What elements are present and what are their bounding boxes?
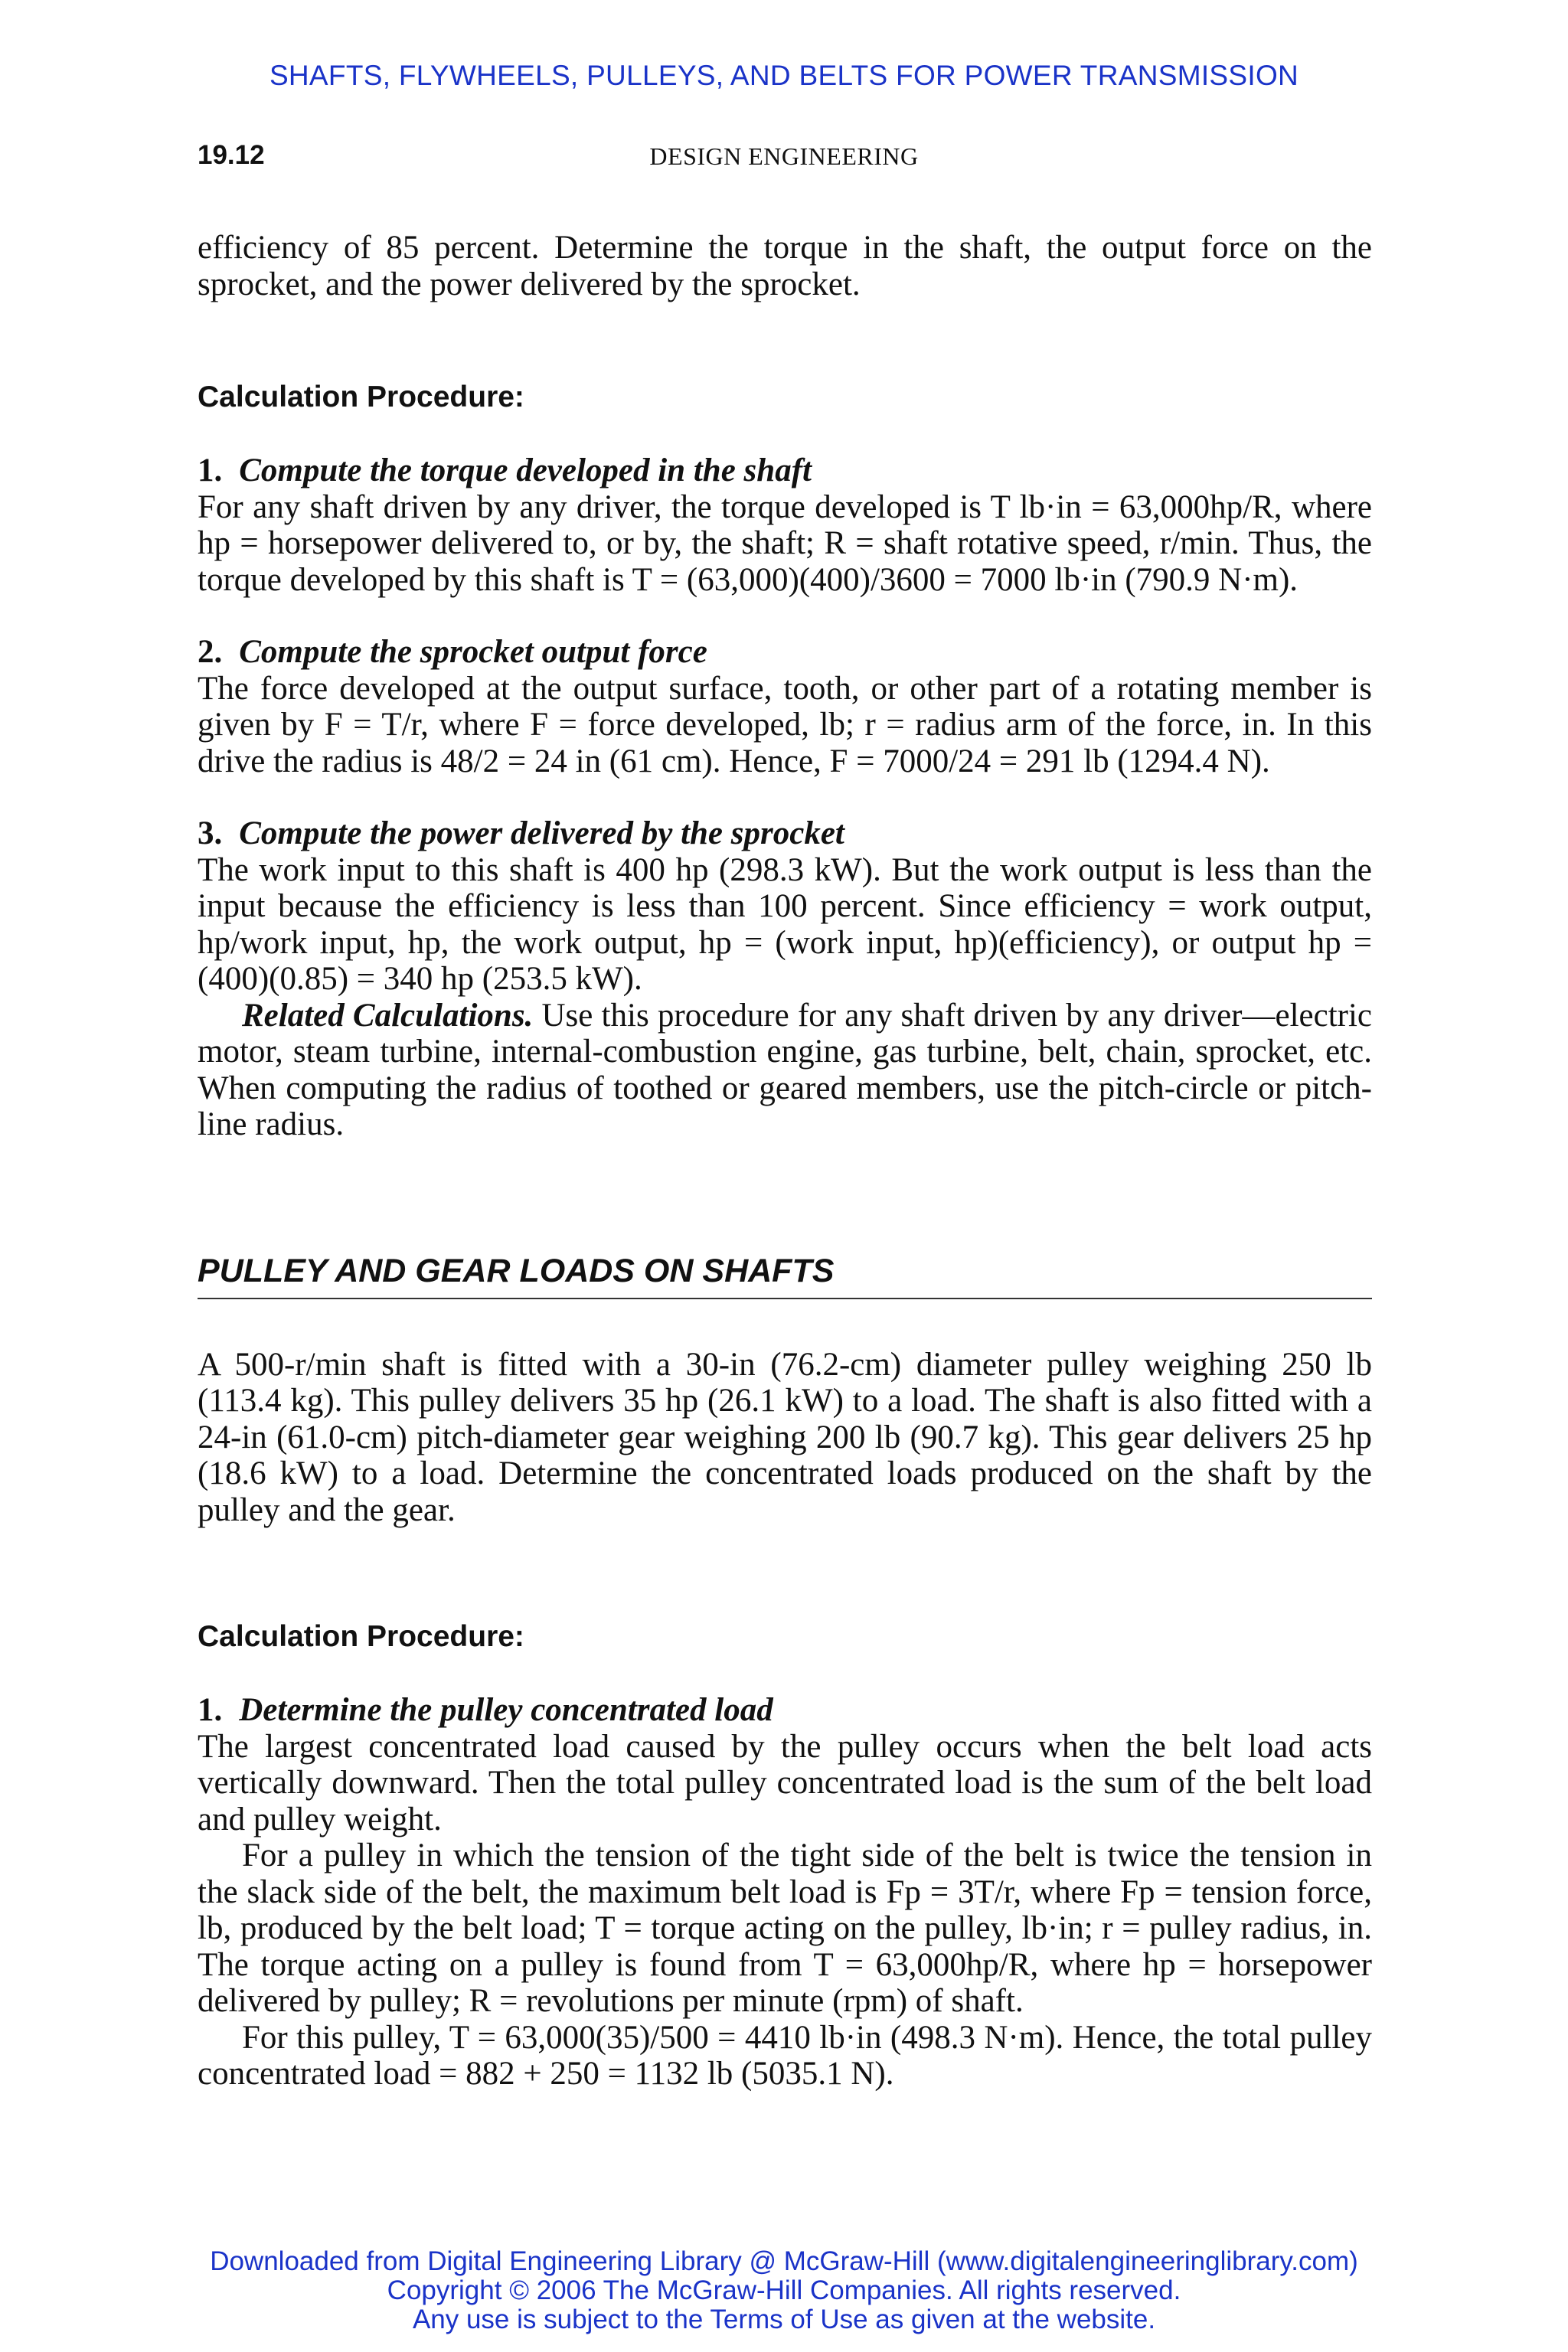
section-name: DESIGN ENGINEERING xyxy=(649,142,919,170)
step-paragraph: For this pulley, T = 63,000(35)/500 = 4410 lb·in (498.3 N·m). Hence, the total pulley concentrated load = 882 + 250 = 1132 lb (5035.1 N). xyxy=(198,2019,1372,2092)
running-head: SHAFTS, FLYWHEELS, PULLEYS, AND BELTS FOR POWER TRANSMISSION xyxy=(269,60,1299,91)
footer-terms-line: Any use is subject to the Terms of Use as given at the website. xyxy=(412,2305,1156,2334)
step-paragraph: The largest concentrated load caused by the pulley occurs when the belt load acts vertically downward. Then the total pulley concentrated load is the sum of the belt load and pulley weight. xyxy=(198,1728,1372,1838)
footer-download-line: Downloaded from Digital Engineering Library @ McGraw-Hill (www.digitalengineeringlibrary.com) xyxy=(210,2246,1358,2276)
step-title: Compute the torque developed in the shaft xyxy=(239,452,812,488)
step-text: The work input to this shaft is 400 hp (298.3 kW). But the work output is less than the input because the efficiency is less than 100 percent. Since efficiency = work output, hp/work input, hp, the work output, hp = (work input, hp)(efficiency), or output hp = (400)(0.85) = 340 hp (253.5 kW). xyxy=(198,851,1372,997)
step-text: For any shaft driven by any driver, the torque developed is T lb·in = 63,000hp/R, where hp = horsepower delivered to, or by, the shaft; R = shaft rotative speed, r/min. Thus, the torque developed by this shaft is T = (63,000)(400)/3600 = 7000 lb·in (790.9 N·m). xyxy=(198,488,1372,598)
step-title: Compute the sprocket output force xyxy=(239,634,707,670)
step-text: The force developed at the output surface, tooth, or other part of a rotating member is given by F = T/r, where F = force developed, lb; r = radius arm of the force, in. In this drive the radius is 48/2 = 24 in (61 cm). Hence, F = 7000/24 = 291 lb (1294.4 N). xyxy=(198,670,1372,779)
calculation-procedure-heading: Calculation Procedure: xyxy=(198,381,524,413)
footer-copyright-line: Copyright © 2006 The McGraw-Hill Companies. All rights reserved. xyxy=(387,2275,1181,2305)
problem-continuation: efficiency of 85 percent. Determine the torque in the shaft, the output force on the sprocket, and the power delivered by the sprocket. xyxy=(198,230,1372,302)
body-text xyxy=(198,230,1372,2092)
download-footer xyxy=(0,2247,1568,2334)
related-calculations xyxy=(198,998,1372,1143)
related-calculations-label: Related Calculations. xyxy=(242,997,534,1034)
step-paragraph: For a pulley in which the tension of the tight side of the belt is twice the tension in the slack side of the belt, the maximum belt load is Fp = 3T/r, where Fp = tension force, lb, produced by the belt load; T = torque acting on the pulley, lb·in; r = pulley radius, in. The torque acting on a pulley is found from T = 63,000hp/R, where hp = horsepower delivered by pulley; R = revolutions per minute (rpm) of shaft. xyxy=(198,1838,1372,2019)
page-number: 19.12 xyxy=(198,140,265,170)
section-title: PULLEY AND GEAR LOADS ON SHAFTS xyxy=(198,1252,1372,1299)
calculation-procedure-heading: Calculation Procedure: xyxy=(198,1620,524,1653)
step-number: 2. xyxy=(198,634,223,670)
problem-statement: A 500-r/min shaft is fitted with a 30-in (76.2-cm) diameter pulley weighing 250 lb (113.4 kg). This pulley delivers 35 hp (26.1 kW) to a load. The shaft is also fitted with a 24-in (61.0-cm) pitch-diameter gear weighing 200 lb (90.7 kg). This gear delivers 25 hp (18.6 kW) to a load. Determine the concentrated loads produced on the shaft by the pulley and the gear. xyxy=(198,1346,1372,1528)
step-title: Compute the power delivered by the sprocket xyxy=(239,815,844,851)
step-heading xyxy=(198,452,1372,489)
step-number: 1. xyxy=(198,452,223,488)
step-title: Determine the pulley concentrated load xyxy=(239,1692,773,1728)
step-number: 3. xyxy=(198,815,223,851)
step-number: 1. xyxy=(198,1692,223,1728)
step-heading xyxy=(198,634,1372,671)
step-heading xyxy=(198,815,1372,852)
step-heading xyxy=(198,1692,1372,1729)
related-calculations-text: Use this procedure for any shaft driven by any driver—electric motor, steam turbine, internal-combustion engine, gas turbine, belt, chain, sprocket, etc. When computing the radius of toothed or geared members, use the pitch-circle or pitch-line radius. xyxy=(198,997,1372,1142)
